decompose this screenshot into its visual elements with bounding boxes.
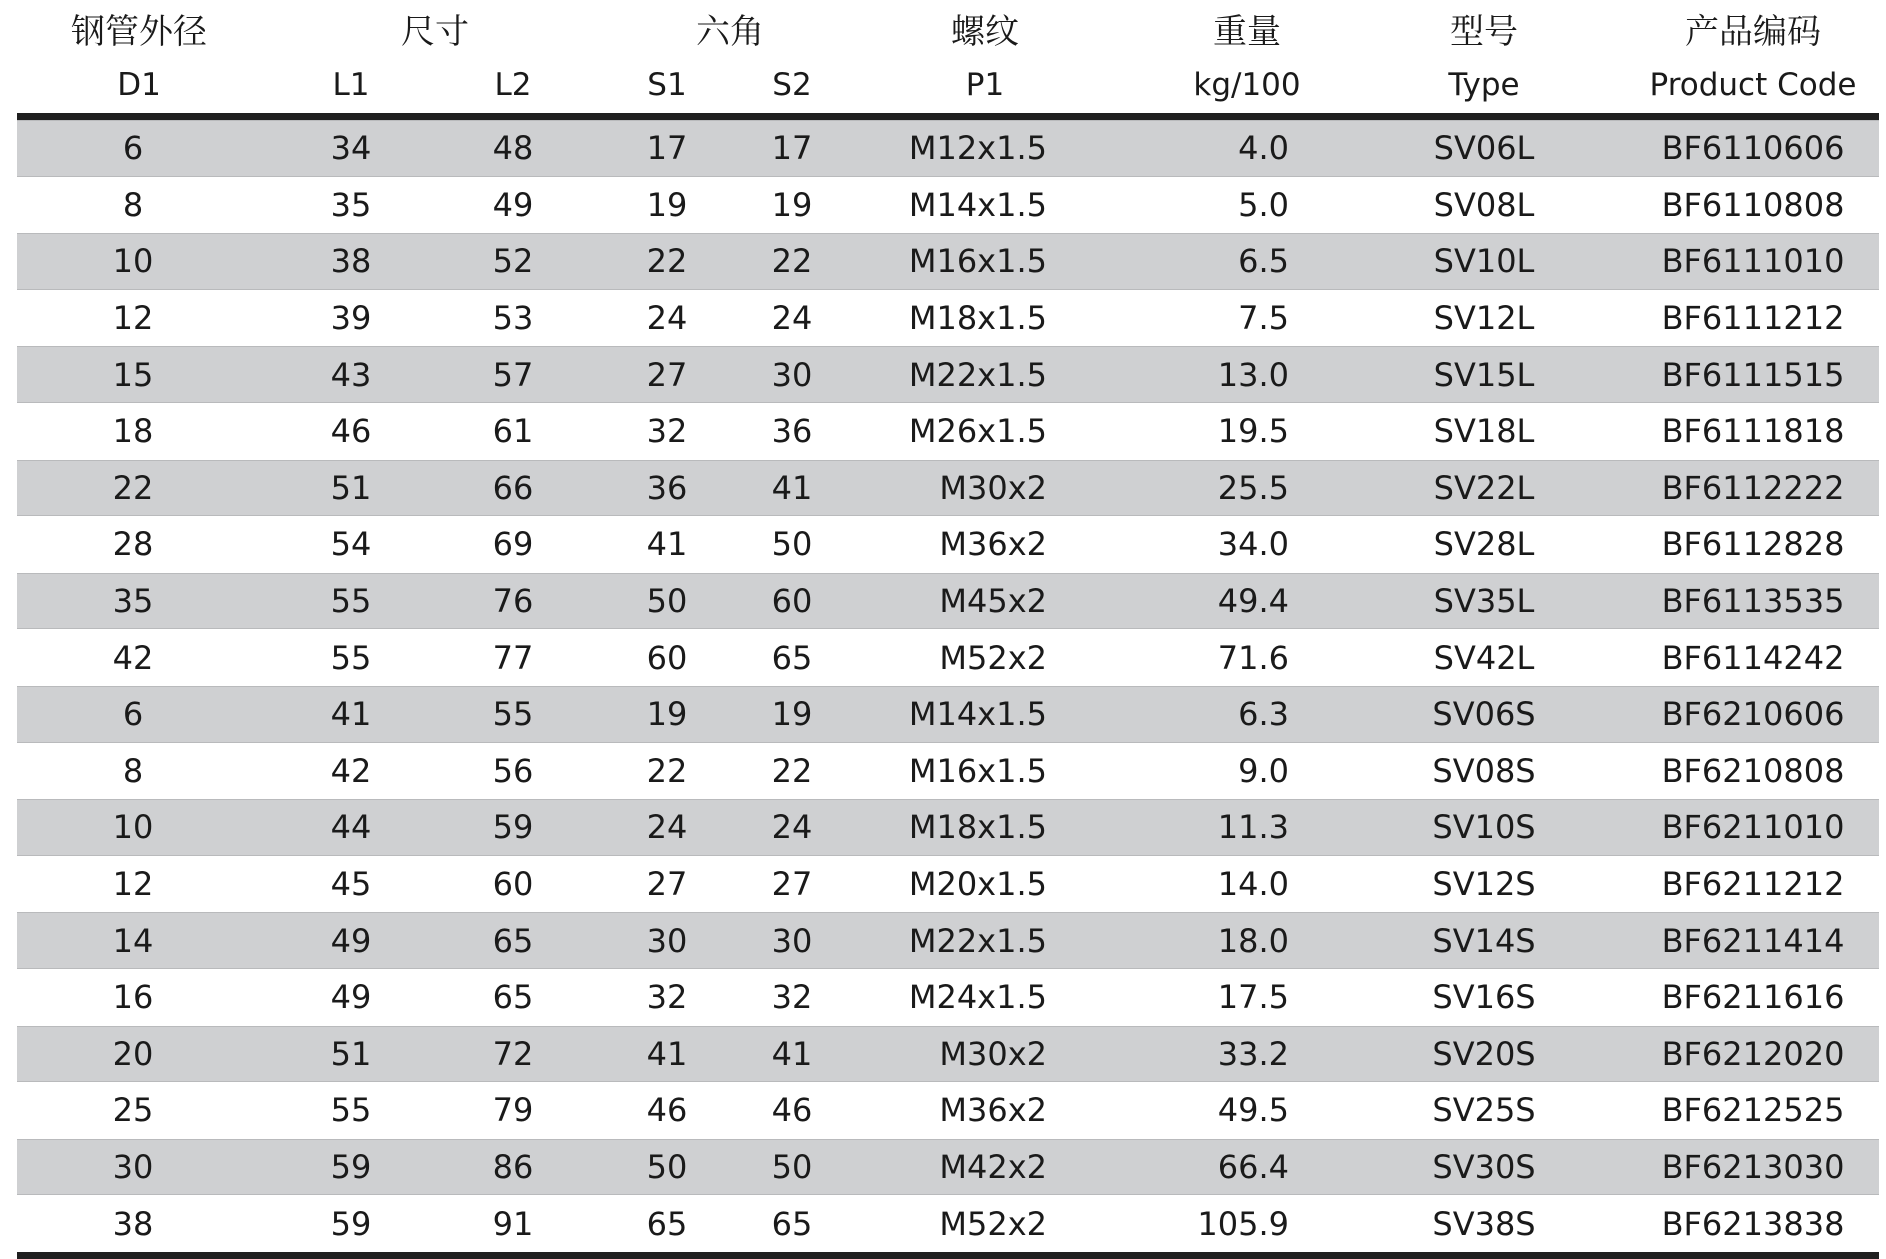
cell-d1: 10 — [112, 808, 154, 847]
header-s2: S2 — [772, 66, 812, 103]
cell-l1: 49 — [330, 921, 372, 960]
cell-s2: 19 — [771, 185, 813, 224]
cell-type: SV38S — [1432, 1204, 1536, 1243]
table-row — [17, 516, 1879, 573]
cell-l1: 43 — [330, 355, 372, 394]
cell-code: BF6111818 — [1661, 412, 1845, 451]
cell-l1: 55 — [330, 638, 372, 677]
cell-weight: 6.3 — [1238, 695, 1289, 734]
cell-type: SV06S — [1432, 695, 1536, 734]
cell-code: BF6110606 — [1661, 129, 1845, 168]
header-size-group: 尺寸 — [401, 11, 469, 52]
table-row — [17, 120, 1879, 177]
header-type: Type — [1448, 66, 1520, 103]
cell-d1: 20 — [112, 1034, 154, 1073]
table-row — [17, 912, 1879, 969]
cell-weight: 71.6 — [1217, 638, 1289, 677]
cell-s2: 17 — [771, 129, 813, 168]
cell-s1: 65 — [646, 1204, 688, 1243]
cell-l1: 45 — [330, 865, 372, 904]
table-row — [17, 403, 1879, 460]
cell-weight: 6.5 — [1238, 242, 1289, 281]
cell-type: SV30S — [1432, 1147, 1536, 1186]
cell-s1: 17 — [646, 129, 688, 168]
cell-type: SV10S — [1432, 808, 1536, 847]
cell-weight: 9.0 — [1238, 751, 1289, 790]
cell-p1: M22x1.5 — [908, 921, 1047, 960]
cell-d1: 6 — [122, 129, 144, 168]
cell-s1: 32 — [646, 412, 688, 451]
cell-l1: 54 — [330, 525, 372, 564]
cell-l1: 46 — [330, 412, 372, 451]
cell-type: SV25S — [1432, 1091, 1536, 1130]
table-row — [17, 290, 1879, 347]
cell-l1: 55 — [330, 582, 372, 621]
cell-l2: 60 — [492, 865, 534, 904]
cell-weight: 5.0 — [1238, 185, 1289, 224]
cell-l1: 51 — [330, 468, 372, 507]
table-body — [17, 120, 1879, 1252]
cell-d1: 14 — [112, 921, 154, 960]
cell-s1: 41 — [646, 525, 688, 564]
cell-d1: 38 — [112, 1204, 154, 1243]
cell-s1: 24 — [646, 299, 688, 338]
cell-s2: 24 — [771, 299, 813, 338]
cell-type: SV16S — [1432, 978, 1536, 1017]
cell-code: BF6110808 — [1661, 185, 1845, 224]
cell-s2: 41 — [771, 468, 813, 507]
cell-type: SV14S — [1432, 921, 1536, 960]
table-row — [17, 686, 1879, 743]
cell-code: BF6210606 — [1661, 695, 1845, 734]
cell-p1: M16x1.5 — [908, 751, 1047, 790]
cell-l1: 44 — [330, 808, 372, 847]
cell-code: BF6213838 — [1661, 1204, 1845, 1243]
table-row — [17, 629, 1879, 686]
header-code-group: 产品编码 — [1685, 11, 1821, 52]
cell-s2: 27 — [771, 865, 813, 904]
cell-s2: 65 — [771, 638, 813, 677]
cell-p1: M18x1.5 — [908, 808, 1047, 847]
cell-s1: 27 — [646, 355, 688, 394]
table-row — [17, 969, 1879, 1026]
cell-s2: 36 — [771, 412, 813, 451]
header-type-group: 型号 — [1450, 11, 1518, 52]
cell-p1: M36x2 — [939, 525, 1047, 564]
cell-code: BF6113535 — [1661, 582, 1845, 621]
cell-code: BF6211414 — [1661, 921, 1845, 960]
cell-type: SV12L — [1433, 299, 1535, 338]
cell-l2: 49 — [492, 185, 534, 224]
cell-l2: 55 — [492, 695, 534, 734]
cell-p1: M26x1.5 — [908, 412, 1047, 451]
header-d1: D1 — [117, 66, 161, 103]
cell-code: BF6114242 — [1661, 638, 1845, 677]
cell-l2: 65 — [492, 978, 534, 1017]
cell-d1: 10 — [112, 242, 154, 281]
cell-l2: 77 — [492, 638, 534, 677]
cell-d1: 25 — [112, 1091, 154, 1130]
table-row — [17, 346, 1879, 403]
cell-l1: 59 — [330, 1147, 372, 1186]
cell-l2: 48 — [492, 129, 534, 168]
header-code: Product Code — [1649, 66, 1857, 103]
cell-s2: 30 — [771, 921, 813, 960]
cell-s2: 22 — [771, 242, 813, 281]
cell-l2: 86 — [492, 1147, 534, 1186]
cell-s2: 32 — [771, 978, 813, 1017]
cell-p1: M30x2 — [939, 1034, 1047, 1073]
cell-s2: 50 — [771, 1147, 813, 1186]
cell-l2: 91 — [492, 1204, 534, 1243]
cell-weight: 33.2 — [1217, 1034, 1289, 1073]
cell-s1: 60 — [646, 638, 688, 677]
cell-weight: 66.4 — [1217, 1147, 1289, 1186]
cell-s1: 41 — [646, 1034, 688, 1073]
cell-l1: 34 — [330, 129, 372, 168]
cell-l2: 59 — [492, 808, 534, 847]
cell-s1: 46 — [646, 1091, 688, 1130]
cell-d1: 22 — [112, 468, 154, 507]
cell-weight: 49.4 — [1217, 582, 1289, 621]
cell-type: SV12S — [1432, 865, 1536, 904]
cell-l2: 69 — [492, 525, 534, 564]
cell-p1: M20x1.5 — [908, 865, 1047, 904]
cell-weight: 4.0 — [1238, 129, 1289, 168]
cell-s1: 19 — [646, 185, 688, 224]
cell-s2: 46 — [771, 1091, 813, 1130]
cell-p1: M14x1.5 — [908, 695, 1047, 734]
cell-s1: 32 — [646, 978, 688, 1017]
cell-weight: 105.9 — [1197, 1204, 1289, 1243]
header-weight-unit: kg/100 — [1193, 66, 1301, 103]
cell-p1: M52x2 — [939, 1204, 1047, 1243]
cell-l1: 49 — [330, 978, 372, 1017]
cell-weight: 34.0 — [1217, 525, 1289, 564]
cell-s2: 24 — [771, 808, 813, 847]
cell-l2: 72 — [492, 1034, 534, 1073]
cell-type: SV42L — [1433, 638, 1535, 677]
cell-code: BF6213030 — [1661, 1147, 1845, 1186]
header-l1: L1 — [332, 66, 370, 103]
cell-l2: 65 — [492, 921, 534, 960]
cell-code: BF6211212 — [1661, 865, 1845, 904]
cell-weight: 49.5 — [1217, 1091, 1289, 1130]
table-row — [17, 233, 1879, 290]
table-row — [17, 573, 1879, 630]
cell-type: SV08L — [1433, 185, 1535, 224]
cell-weight: 18.0 — [1217, 921, 1289, 960]
cell-l2: 66 — [492, 468, 534, 507]
cell-p1: M45x2 — [939, 582, 1047, 621]
cell-code: BF6211010 — [1661, 808, 1845, 847]
cell-weight: 11.3 — [1217, 808, 1289, 847]
cell-type: SV35L — [1433, 582, 1535, 621]
cell-weight: 25.5 — [1217, 468, 1289, 507]
cell-p1: M36x2 — [939, 1091, 1047, 1130]
cell-s2: 50 — [771, 525, 813, 564]
table-row — [17, 1082, 1879, 1139]
table-row — [17, 743, 1879, 800]
cell-d1: 12 — [112, 299, 154, 338]
cell-s2: 41 — [771, 1034, 813, 1073]
cell-l2: 61 — [492, 412, 534, 451]
header-group-row — [17, 0, 1879, 56]
cell-p1: M42x2 — [939, 1147, 1047, 1186]
table-row — [17, 799, 1879, 856]
cell-d1: 30 — [112, 1147, 154, 1186]
cell-type: SV22L — [1433, 468, 1535, 507]
cell-s2: 30 — [771, 355, 813, 394]
header-weight-group: 重量 — [1213, 11, 1281, 52]
table-row — [17, 177, 1879, 234]
cell-weight: 19.5 — [1217, 412, 1289, 451]
cell-code: BF6111212 — [1661, 299, 1845, 338]
cell-p1: M24x1.5 — [908, 978, 1047, 1017]
cell-s2: 65 — [771, 1204, 813, 1243]
header-l2: L2 — [494, 66, 532, 103]
cell-p1: M22x1.5 — [908, 355, 1047, 394]
cell-s2: 22 — [771, 751, 813, 790]
cell-l1: 59 — [330, 1204, 372, 1243]
cell-l1: 55 — [330, 1091, 372, 1130]
cell-l2: 52 — [492, 242, 534, 281]
cell-code: BF6211616 — [1661, 978, 1845, 1017]
cell-code: BF6111515 — [1661, 355, 1845, 394]
cell-weight: 7.5 — [1238, 299, 1289, 338]
cell-l1: 35 — [330, 185, 372, 224]
cell-weight: 14.0 — [1217, 865, 1289, 904]
cell-l1: 42 — [330, 751, 372, 790]
cell-type: SV08S — [1432, 751, 1536, 790]
cell-code: BF6111010 — [1661, 242, 1845, 281]
cell-d1: 28 — [112, 525, 154, 564]
cell-p1: M16x1.5 — [908, 242, 1047, 281]
cell-p1: M52x2 — [939, 638, 1047, 677]
table-row — [17, 856, 1879, 913]
cell-s1: 22 — [646, 751, 688, 790]
spec-table — [17, 0, 1879, 1259]
cell-d1: 12 — [112, 865, 154, 904]
cell-d1: 8 — [122, 185, 144, 224]
table-row — [17, 460, 1879, 517]
header-s1: S1 — [647, 66, 687, 103]
cell-p1: M12x1.5 — [908, 129, 1047, 168]
cell-type: SV15L — [1433, 355, 1535, 394]
cell-l1: 38 — [330, 242, 372, 281]
cell-code: BF6210808 — [1661, 751, 1845, 790]
cell-d1: 6 — [122, 695, 144, 734]
cell-d1: 16 — [112, 978, 154, 1017]
cell-l1: 39 — [330, 299, 372, 338]
cell-s1: 30 — [646, 921, 688, 960]
cell-l1: 51 — [330, 1034, 372, 1073]
header-thread-group: 螺纹 — [951, 11, 1019, 52]
cell-d1: 42 — [112, 638, 154, 677]
cell-type: SV20S — [1432, 1034, 1536, 1073]
header-hex-group: 六角 — [696, 11, 764, 52]
header-p1: P1 — [965, 66, 1005, 103]
cell-s1: 50 — [646, 1147, 688, 1186]
cell-type: SV18L — [1433, 412, 1535, 451]
cell-s2: 19 — [771, 695, 813, 734]
cell-weight: 17.5 — [1217, 978, 1289, 1017]
cell-s2: 60 — [771, 582, 813, 621]
table-row — [17, 1195, 1879, 1252]
cell-code: BF6212525 — [1661, 1091, 1845, 1130]
cell-d1: 15 — [112, 355, 154, 394]
cell-l2: 53 — [492, 299, 534, 338]
cell-l2: 76 — [492, 582, 534, 621]
cell-code: BF6212020 — [1661, 1034, 1845, 1073]
cell-p1: M18x1.5 — [908, 299, 1047, 338]
cell-type: SV28L — [1433, 525, 1535, 564]
cell-s1: 36 — [646, 468, 688, 507]
cell-d1: 18 — [112, 412, 154, 451]
cell-s1: 22 — [646, 242, 688, 281]
cell-d1: 8 — [122, 751, 144, 790]
table-row — [17, 1139, 1879, 1196]
cell-type: SV10L — [1433, 242, 1535, 281]
header-rule — [17, 113, 1879, 120]
cell-d1: 35 — [112, 582, 154, 621]
cell-l2: 56 — [492, 751, 534, 790]
cell-p1: M30x2 — [939, 468, 1047, 507]
cell-p1: M14x1.5 — [908, 185, 1047, 224]
cell-s1: 50 — [646, 582, 688, 621]
cell-s1: 27 — [646, 865, 688, 904]
cell-code: BF6112222 — [1661, 468, 1845, 507]
header-d1-group: 钢管外径 — [71, 11, 207, 52]
cell-code: BF6112828 — [1661, 525, 1845, 564]
table-row — [17, 1026, 1879, 1083]
cell-l2: 79 — [492, 1091, 534, 1130]
header-sub-row — [17, 56, 1879, 113]
cell-l1: 41 — [330, 695, 372, 734]
cell-s1: 19 — [646, 695, 688, 734]
bottom-rule — [17, 1252, 1879, 1259]
cell-s1: 24 — [646, 808, 688, 847]
cell-type: SV06L — [1433, 129, 1535, 168]
cell-l2: 57 — [492, 355, 534, 394]
cell-weight: 13.0 — [1217, 355, 1289, 394]
